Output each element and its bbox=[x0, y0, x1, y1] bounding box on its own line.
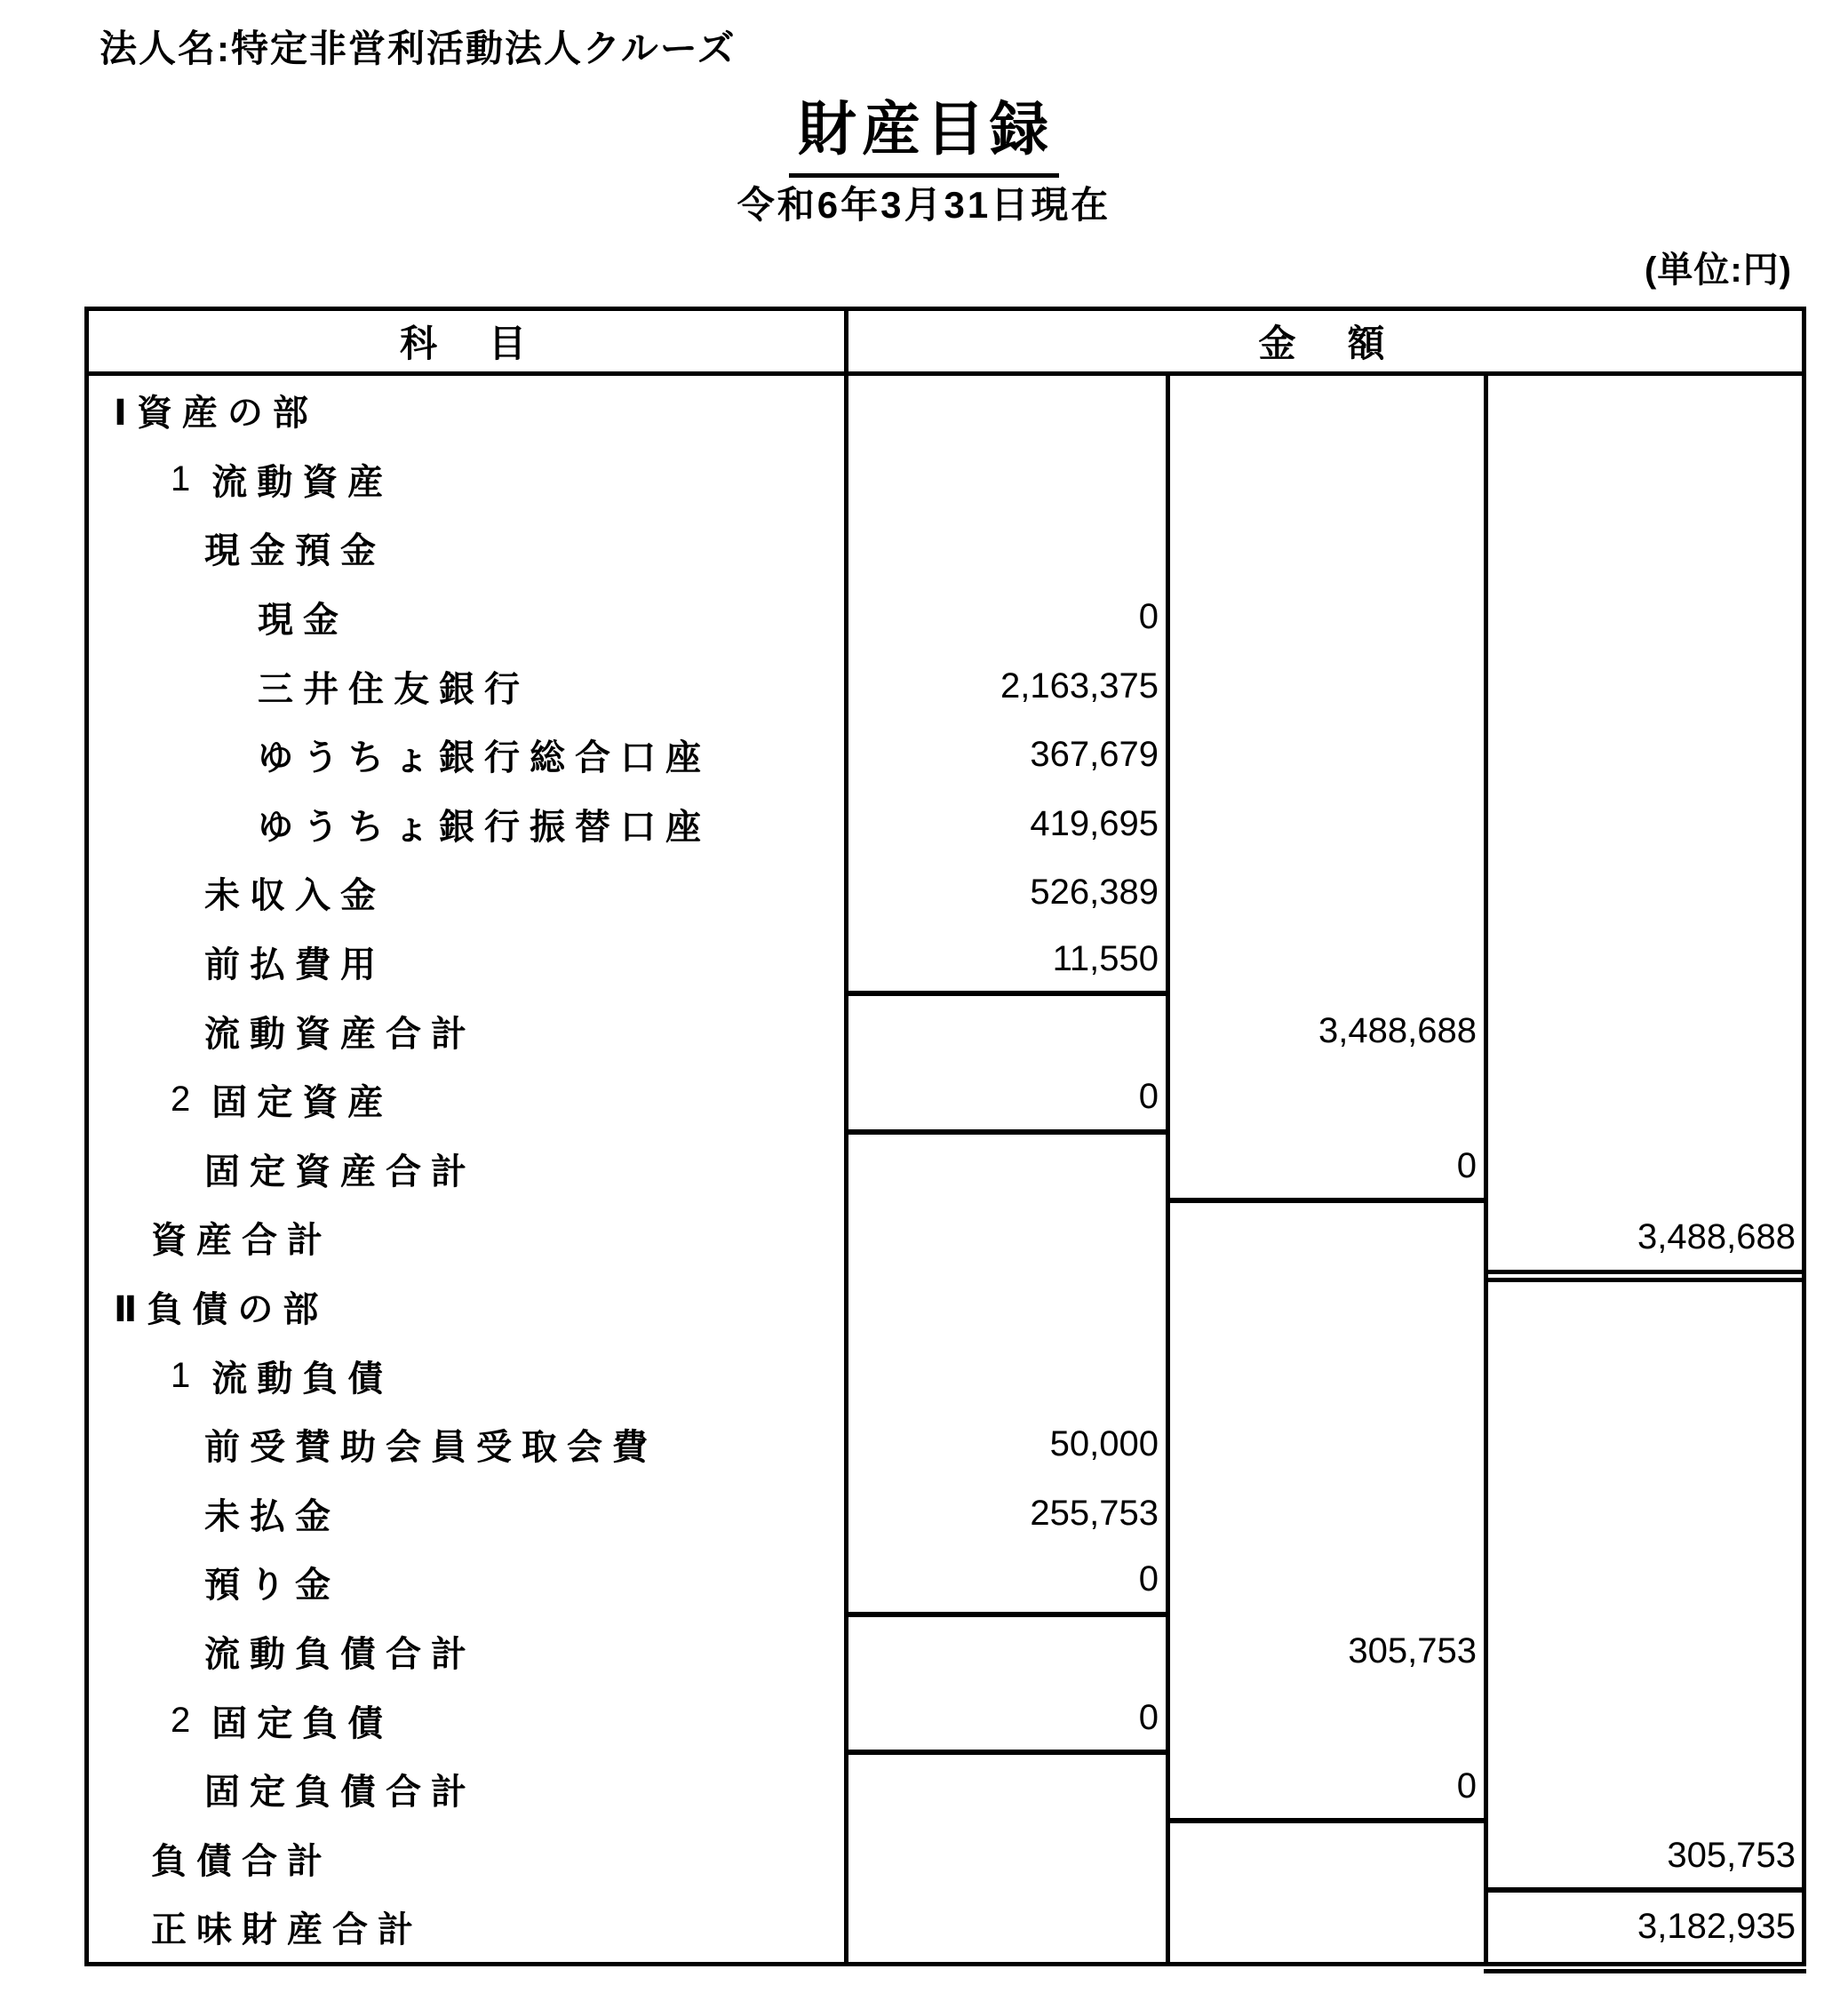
amount-subtotal-cell bbox=[1170, 651, 1488, 721]
row-label: 現金預金 bbox=[204, 531, 386, 571]
row-label-cell bbox=[89, 1065, 848, 1135]
row-label-cell bbox=[89, 858, 848, 928]
amount-total-cell bbox=[1488, 583, 1802, 652]
amount-total-cell bbox=[1488, 376, 1802, 445]
amount-subtotal-cell bbox=[1170, 928, 1488, 997]
amount-total-cell bbox=[1488, 1272, 1802, 1342]
document-title-wrap bbox=[0, 82, 1848, 178]
row-label: 流動資産 bbox=[211, 462, 394, 502]
row-label: 未収入金 bbox=[204, 876, 386, 916]
amount-subtotal-cell bbox=[1170, 514, 1488, 583]
row-label: 預り金 bbox=[204, 1566, 340, 1606]
row-label-cell bbox=[89, 1203, 848, 1272]
amount-subtotal-cell bbox=[1170, 1410, 1488, 1479]
amount-detail-cell bbox=[848, 1823, 1170, 1893]
amount-detail-cell: 0 bbox=[848, 1548, 1170, 1617]
amount-total-cell: 3,182,935 bbox=[1488, 1893, 1802, 1962]
amount-subtotal-cell bbox=[1170, 1065, 1488, 1135]
row-label-cell bbox=[89, 1479, 848, 1549]
table-body bbox=[89, 376, 1802, 1962]
amount-detail-cell bbox=[848, 1135, 1170, 1204]
row-label: ゆうちょ銀行総合口座 bbox=[258, 738, 711, 778]
amount-subtotal-cell: 3,488,688 bbox=[1170, 996, 1488, 1065]
amount-total-cell bbox=[1488, 1617, 1802, 1686]
row-label-cell bbox=[89, 1272, 848, 1342]
amount-detail-cell bbox=[848, 1341, 1170, 1410]
row-label-cell bbox=[89, 1548, 848, 1617]
amount-subtotal-cell bbox=[1170, 376, 1488, 445]
row-label-cell bbox=[89, 1823, 848, 1893]
row-label: 固定資産 bbox=[211, 1083, 394, 1123]
row-label: 負債合計 bbox=[151, 1841, 332, 1881]
row-label: 流動資産合計 bbox=[204, 1014, 476, 1054]
amount-subtotal-cell: 305,753 bbox=[1170, 1617, 1488, 1686]
row-number: 1 bbox=[171, 458, 191, 498]
amount-subtotal-cell bbox=[1170, 1893, 1488, 1962]
row-label: 正味財産合計 bbox=[151, 1910, 423, 1950]
amount-total-cell bbox=[1488, 790, 1802, 859]
amount-total-cell: 3,488,688 bbox=[1488, 1203, 1802, 1272]
amount-total-cell bbox=[1488, 996, 1802, 1065]
amount-total-cell bbox=[1488, 928, 1802, 997]
amount-detail-cell: 526,389 bbox=[848, 858, 1170, 928]
amount-subtotal-cell: 0 bbox=[1170, 1135, 1488, 1204]
amount-subtotal-cell bbox=[1170, 1203, 1488, 1272]
amount-subtotal-cell bbox=[1170, 1686, 1488, 1755]
amount-detail-cell bbox=[848, 1272, 1170, 1342]
amount-detail-cell bbox=[848, 1617, 1170, 1686]
row-label: 流動負債 bbox=[211, 1359, 394, 1399]
row-label: 三井住友銀行 bbox=[258, 669, 530, 709]
amount-subtotal-cell bbox=[1170, 583, 1488, 652]
document-title: 財産目録 bbox=[789, 82, 1059, 178]
amount-total-cell bbox=[1488, 1479, 1802, 1549]
amount-detail-cell bbox=[848, 996, 1170, 1065]
amount-detail-cell bbox=[848, 1755, 1170, 1824]
amount-subtotal-cell bbox=[1170, 1823, 1488, 1893]
row-number: 1 bbox=[171, 1355, 191, 1395]
row-label-cell bbox=[89, 376, 848, 445]
amount-total-cell bbox=[1488, 1135, 1802, 1204]
row-label-cell bbox=[89, 1686, 848, 1755]
amount-detail-cell bbox=[848, 514, 1170, 583]
amount-detail-cell bbox=[848, 1203, 1170, 1272]
row-label-cell bbox=[89, 1755, 848, 1824]
row-label-cell bbox=[89, 928, 848, 997]
row-label-cell bbox=[89, 1410, 848, 1479]
amount-subtotal-cell bbox=[1170, 721, 1488, 790]
amount-total-cell bbox=[1488, 651, 1802, 721]
amount-total-cell bbox=[1488, 1755, 1802, 1824]
row-label: 現金 bbox=[258, 601, 348, 641]
amount-detail-cell: 0 bbox=[848, 1065, 1170, 1135]
amount-total-cell bbox=[1488, 1410, 1802, 1479]
row-label-cell bbox=[89, 1341, 848, 1410]
row-label: 資産合計 bbox=[151, 1221, 332, 1261]
amount-total-cell bbox=[1488, 1065, 1802, 1135]
row-label: 固定資産合計 bbox=[204, 1152, 476, 1192]
amount-total-cell bbox=[1488, 1341, 1802, 1410]
amount-subtotal-cell bbox=[1170, 1548, 1488, 1617]
amount-total-cell bbox=[1488, 721, 1802, 790]
row-number: 2 bbox=[171, 1080, 191, 1120]
amount-detail-cell: 367,679 bbox=[848, 721, 1170, 790]
row-label-cell bbox=[89, 790, 848, 859]
assets-inventory-table bbox=[84, 307, 1806, 1966]
row-label: 未払金 bbox=[204, 1496, 340, 1536]
amount-detail-cell bbox=[848, 445, 1170, 514]
amount-detail-cell: 255,753 bbox=[848, 1479, 1170, 1549]
row-label-cell bbox=[89, 1617, 848, 1686]
amount-subtotal-cell bbox=[1170, 790, 1488, 859]
amount-subtotal-cell bbox=[1170, 1341, 1488, 1410]
row-label: 固定負債合計 bbox=[204, 1773, 476, 1813]
row-label-cell bbox=[89, 514, 848, 583]
corporation-name: 法人名:特定非営利活動法人クルーズ bbox=[100, 28, 737, 69]
amount-subtotal-cell bbox=[1170, 1479, 1488, 1549]
row-label: ゆうちょ銀行振替口座 bbox=[258, 807, 711, 847]
row-label: Ⅱ負債の部 bbox=[114, 1290, 329, 1330]
row-label-cell bbox=[89, 721, 848, 790]
amount-subtotal-cell: 0 bbox=[1170, 1755, 1488, 1824]
row-label: Ⅰ資産の部 bbox=[114, 394, 318, 434]
amount-detail-cell: 2,163,375 bbox=[848, 651, 1170, 721]
amount-total-cell bbox=[1488, 514, 1802, 583]
header-subject: 科 目 bbox=[89, 311, 848, 371]
row-label: 前払費用 bbox=[204, 945, 386, 985]
table-header-row bbox=[89, 311, 1802, 376]
amount-subtotal-cell bbox=[1170, 1272, 1488, 1342]
row-label-cell bbox=[89, 583, 848, 652]
row-label: 固定負債 bbox=[211, 1703, 394, 1743]
amount-subtotal-cell bbox=[1170, 445, 1488, 514]
header-amount: 金 額 bbox=[1258, 323, 1392, 364]
amount-detail-cell: 0 bbox=[848, 583, 1170, 652]
amount-total-cell bbox=[1488, 858, 1802, 928]
row-label-cell bbox=[89, 996, 848, 1065]
amount-total-cell bbox=[1488, 445, 1802, 514]
amount-total-cell: 305,753 bbox=[1488, 1823, 1802, 1893]
row-label-cell bbox=[89, 1135, 848, 1204]
row-label-cell bbox=[89, 1893, 848, 1962]
unit-label: (単位:円) bbox=[1645, 251, 1792, 290]
row-label-cell bbox=[89, 445, 848, 514]
amount-detail-cell bbox=[848, 1893, 1170, 1962]
document-date: 令和6年3月31日現在 bbox=[737, 184, 1111, 226]
amount-detail-cell: 0 bbox=[848, 1686, 1170, 1755]
row-label-cell bbox=[89, 651, 848, 721]
amount-total-cell bbox=[1488, 1686, 1802, 1755]
row-number: 2 bbox=[171, 1700, 191, 1740]
amount-detail-cell: 11,550 bbox=[848, 928, 1170, 997]
amount-detail-cell: 419,695 bbox=[848, 790, 1170, 859]
row-label: 前受賛助会員受取会費 bbox=[204, 1428, 657, 1468]
amount-subtotal-cell bbox=[1170, 858, 1488, 928]
amount-detail-cell bbox=[848, 376, 1170, 445]
amount-detail-cell: 50,000 bbox=[848, 1410, 1170, 1479]
amount-total-cell bbox=[1488, 1548, 1802, 1617]
row-label: 流動負債合計 bbox=[204, 1634, 476, 1674]
